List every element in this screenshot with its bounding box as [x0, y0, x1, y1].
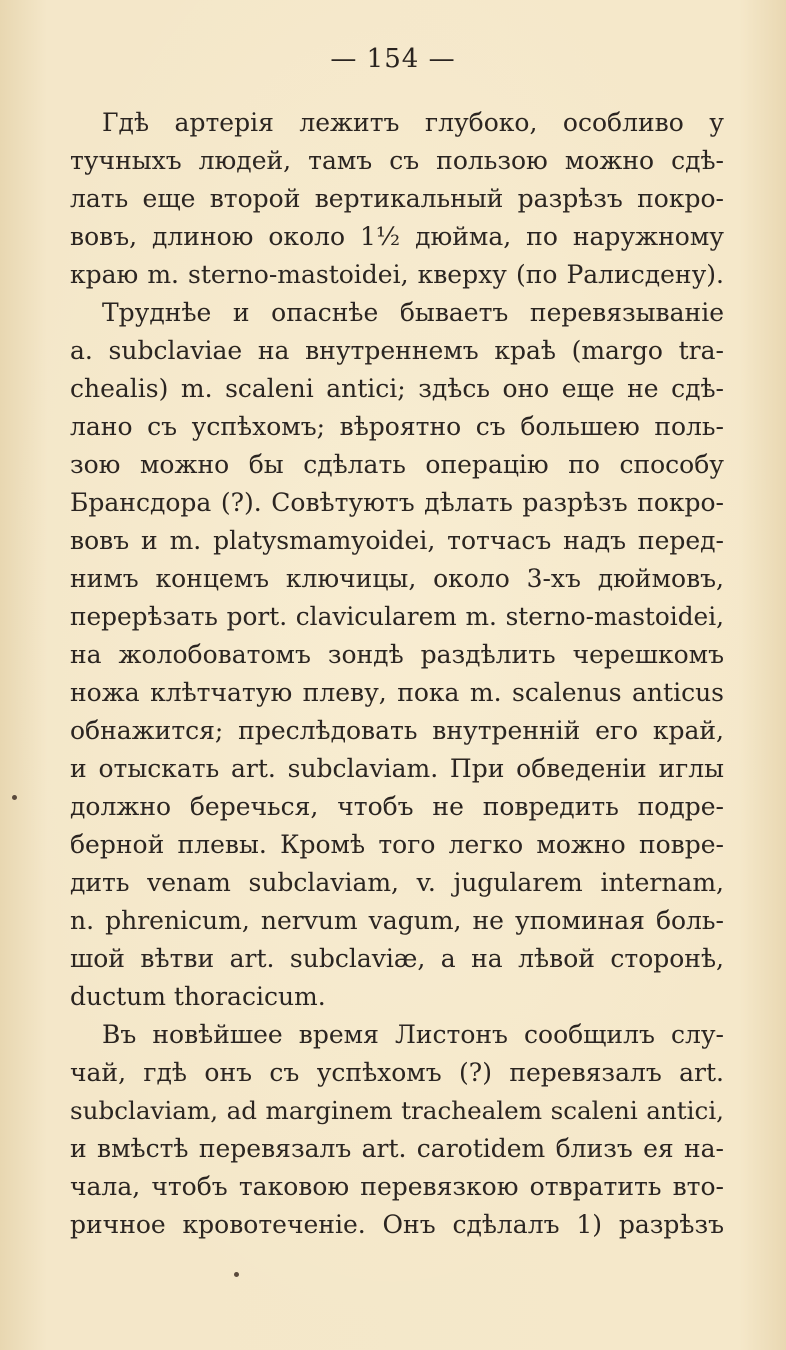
text-line: должно беречься, чтобъ не повредить подре-	[70, 792, 724, 821]
text-line: ножа клѣтчатую плеву, пока m. scalenus anticus	[70, 678, 724, 707]
text-line: чай, гдѣ онъ съ успѣхомъ (?) перевязалъ art.	[70, 1058, 724, 1087]
paragraph-3	[70, 1016, 724, 1244]
text-line: chealis) m. scaleni antici; здѣсь оно еще не сдѣ-	[70, 374, 724, 403]
text-line: ричное кровотеченіе. Онъ сдѣлалъ 1) разрѣзъ	[70, 1210, 724, 1239]
ink-speck	[234, 1272, 239, 1277]
paragraph-2	[70, 294, 724, 1016]
text-line: зою можно бы сдѣлать операцію по способу	[70, 450, 724, 479]
text-line: обнажится; преслѣдовать внутренній его край,	[70, 716, 724, 745]
text-line: перерѣзать port. clavicularem m. sterno-mastoidei,	[70, 602, 724, 631]
text-line: Гдѣ артерія лежитъ глубоко, особливо у	[102, 108, 724, 137]
text-line: вовъ и m. platysmamyoidei, тотчасъ надъ перед-	[70, 526, 724, 555]
text-line: subclaviam, ad marginem trachealem scaleni antici,	[70, 1096, 724, 1125]
text-line: тучныхъ людей, тамъ съ пользою можно сдѣ-	[70, 146, 724, 175]
text-line: нимъ концемъ ключицы, около 3-хъ дюймовъ,	[70, 564, 724, 593]
paragraph-1	[70, 104, 724, 294]
text-line: n. phrenicum, nervum vagum, не упоминая боль-	[70, 906, 724, 935]
page-number: — 154 —	[330, 44, 456, 74]
text-line: Труднѣе и опаснѣе бываетъ перевязываніе	[102, 298, 724, 327]
text-line: дить venam subclaviam, v. jugularem internam,	[70, 868, 724, 897]
text-line: шой вѣтви art. subclaviæ, а на лѣвой сторонѣ,	[70, 944, 724, 973]
text-line: a. subclaviae на внутреннемъ краѣ (margo tra-	[70, 336, 724, 365]
text-line: чала, чтобъ таковою перевязкою отвратить вто-	[70, 1172, 724, 1201]
text-line: лать еще второй вертикальный разрѣзъ покро-	[70, 184, 724, 213]
text-line: берной плевы. Кромѣ того легко можно повре-	[70, 830, 724, 859]
text-line: на жолобоватомъ зондѣ раздѣлить черешкомъ	[70, 640, 724, 669]
text-line: лано съ успѣхомъ; вѣроятно съ большею поль-	[70, 412, 724, 441]
text-line: краю m. sterno-mastoidei, кверху (по Ралисдену).	[70, 260, 724, 289]
text-line: Брансдора (?). Совѣтуютъ дѣлать разрѣзъ покро-	[70, 488, 724, 517]
text-line: вовъ, длиною около 1½ дюйма, по наружному	[70, 222, 724, 251]
text-line: ductum thoracicum.	[70, 982, 326, 1011]
text-line: Въ новѣйшее время Листонъ сообщилъ слу-	[102, 1020, 724, 1049]
text-line: и вмѣстѣ перевязалъ art. carotidem близъ ея на-	[70, 1134, 724, 1163]
text-line: и отыскать art. subclaviam. При обведеніи иглы	[70, 754, 724, 783]
ink-speck	[12, 795, 17, 800]
